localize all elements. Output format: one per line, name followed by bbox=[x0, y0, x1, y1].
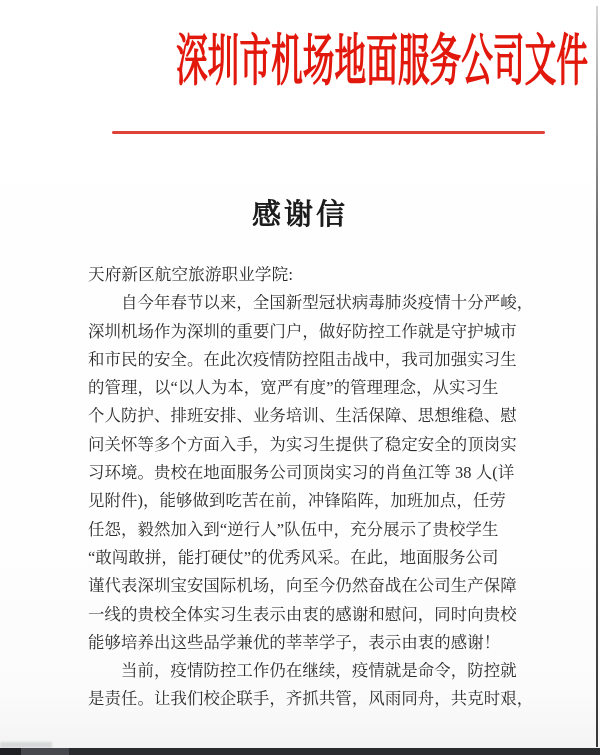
body-line: 是责任。让我们校企联手，齐抓共管，风雨同舟，共克时艰， bbox=[88, 689, 534, 709]
photo-bottom-edge-dark-segment bbox=[0, 748, 21, 755]
letter-body bbox=[88, 261, 534, 714]
body-line: 自今年春节以来，全国新型冠状病毒肺炎疫情十分严峻， bbox=[88, 293, 534, 313]
letterhead-text: 深圳市机场地面服务公司文件 bbox=[175, 31, 589, 93]
body-line: 一线的贵校全体实习生表示由衷的感谢和慰问，同时向贵校 bbox=[88, 604, 517, 624]
body-line: 个人防护、排班安排、业务培训、生活保障、思想维稳、慰 bbox=[88, 406, 517, 426]
body-line: 见附件)，能够做到吃苦在前，冲锋陷阵，加班加点，任劳 bbox=[88, 491, 506, 511]
document-title: 感谢信 bbox=[251, 199, 348, 231]
body-line: 的管理，以“以人为本，宽严有度”的管理理念，从实习生 bbox=[88, 378, 499, 398]
salutation-line: 天府新区航空旅游职业学院: bbox=[88, 265, 294, 284]
body-line: 谨代表深圳宝安国际机场，向至今仍然奋战在公司生产保障 bbox=[88, 576, 517, 596]
body-line: 和市民的安全。在此次疫情防控阻击战中，我司加强实习生 bbox=[88, 349, 517, 369]
body-line: 任怨，毅然加入到“逆行人”队伍中，充分展示了贵校学生 bbox=[88, 519, 499, 539]
body-line: 当前，疫情防控工作仍在继续，疫情就是命令，防控就 bbox=[88, 661, 517, 681]
scan-edge-line bbox=[596, 6, 598, 747]
body-line: 问关怀等多个方面入手，为实习生提供了稳定安全的顶岗实 bbox=[88, 434, 517, 454]
body-line: “敢闯敢拼，能打硬仗”的优秀风采。在此，地面服务公司 bbox=[88, 547, 499, 567]
photo-bottom-edge-light-segment bbox=[21, 748, 69, 755]
body-line: 深圳机场作为深圳的重要门户，做好防控工作就是守护城市 bbox=[88, 321, 517, 341]
body-line: 能够培养出这些品学兼优的莘莘学子，表示由衷的感谢！ bbox=[88, 632, 501, 652]
letterhead-banner bbox=[0, 30, 600, 108]
red-divider-rule bbox=[112, 131, 545, 134]
photo-bottom-edge bbox=[0, 748, 600, 755]
body-line: 习环境。贵校在地面服务公司顶岗实习的肖鱼江等 38 人(详 bbox=[88, 463, 515, 483]
